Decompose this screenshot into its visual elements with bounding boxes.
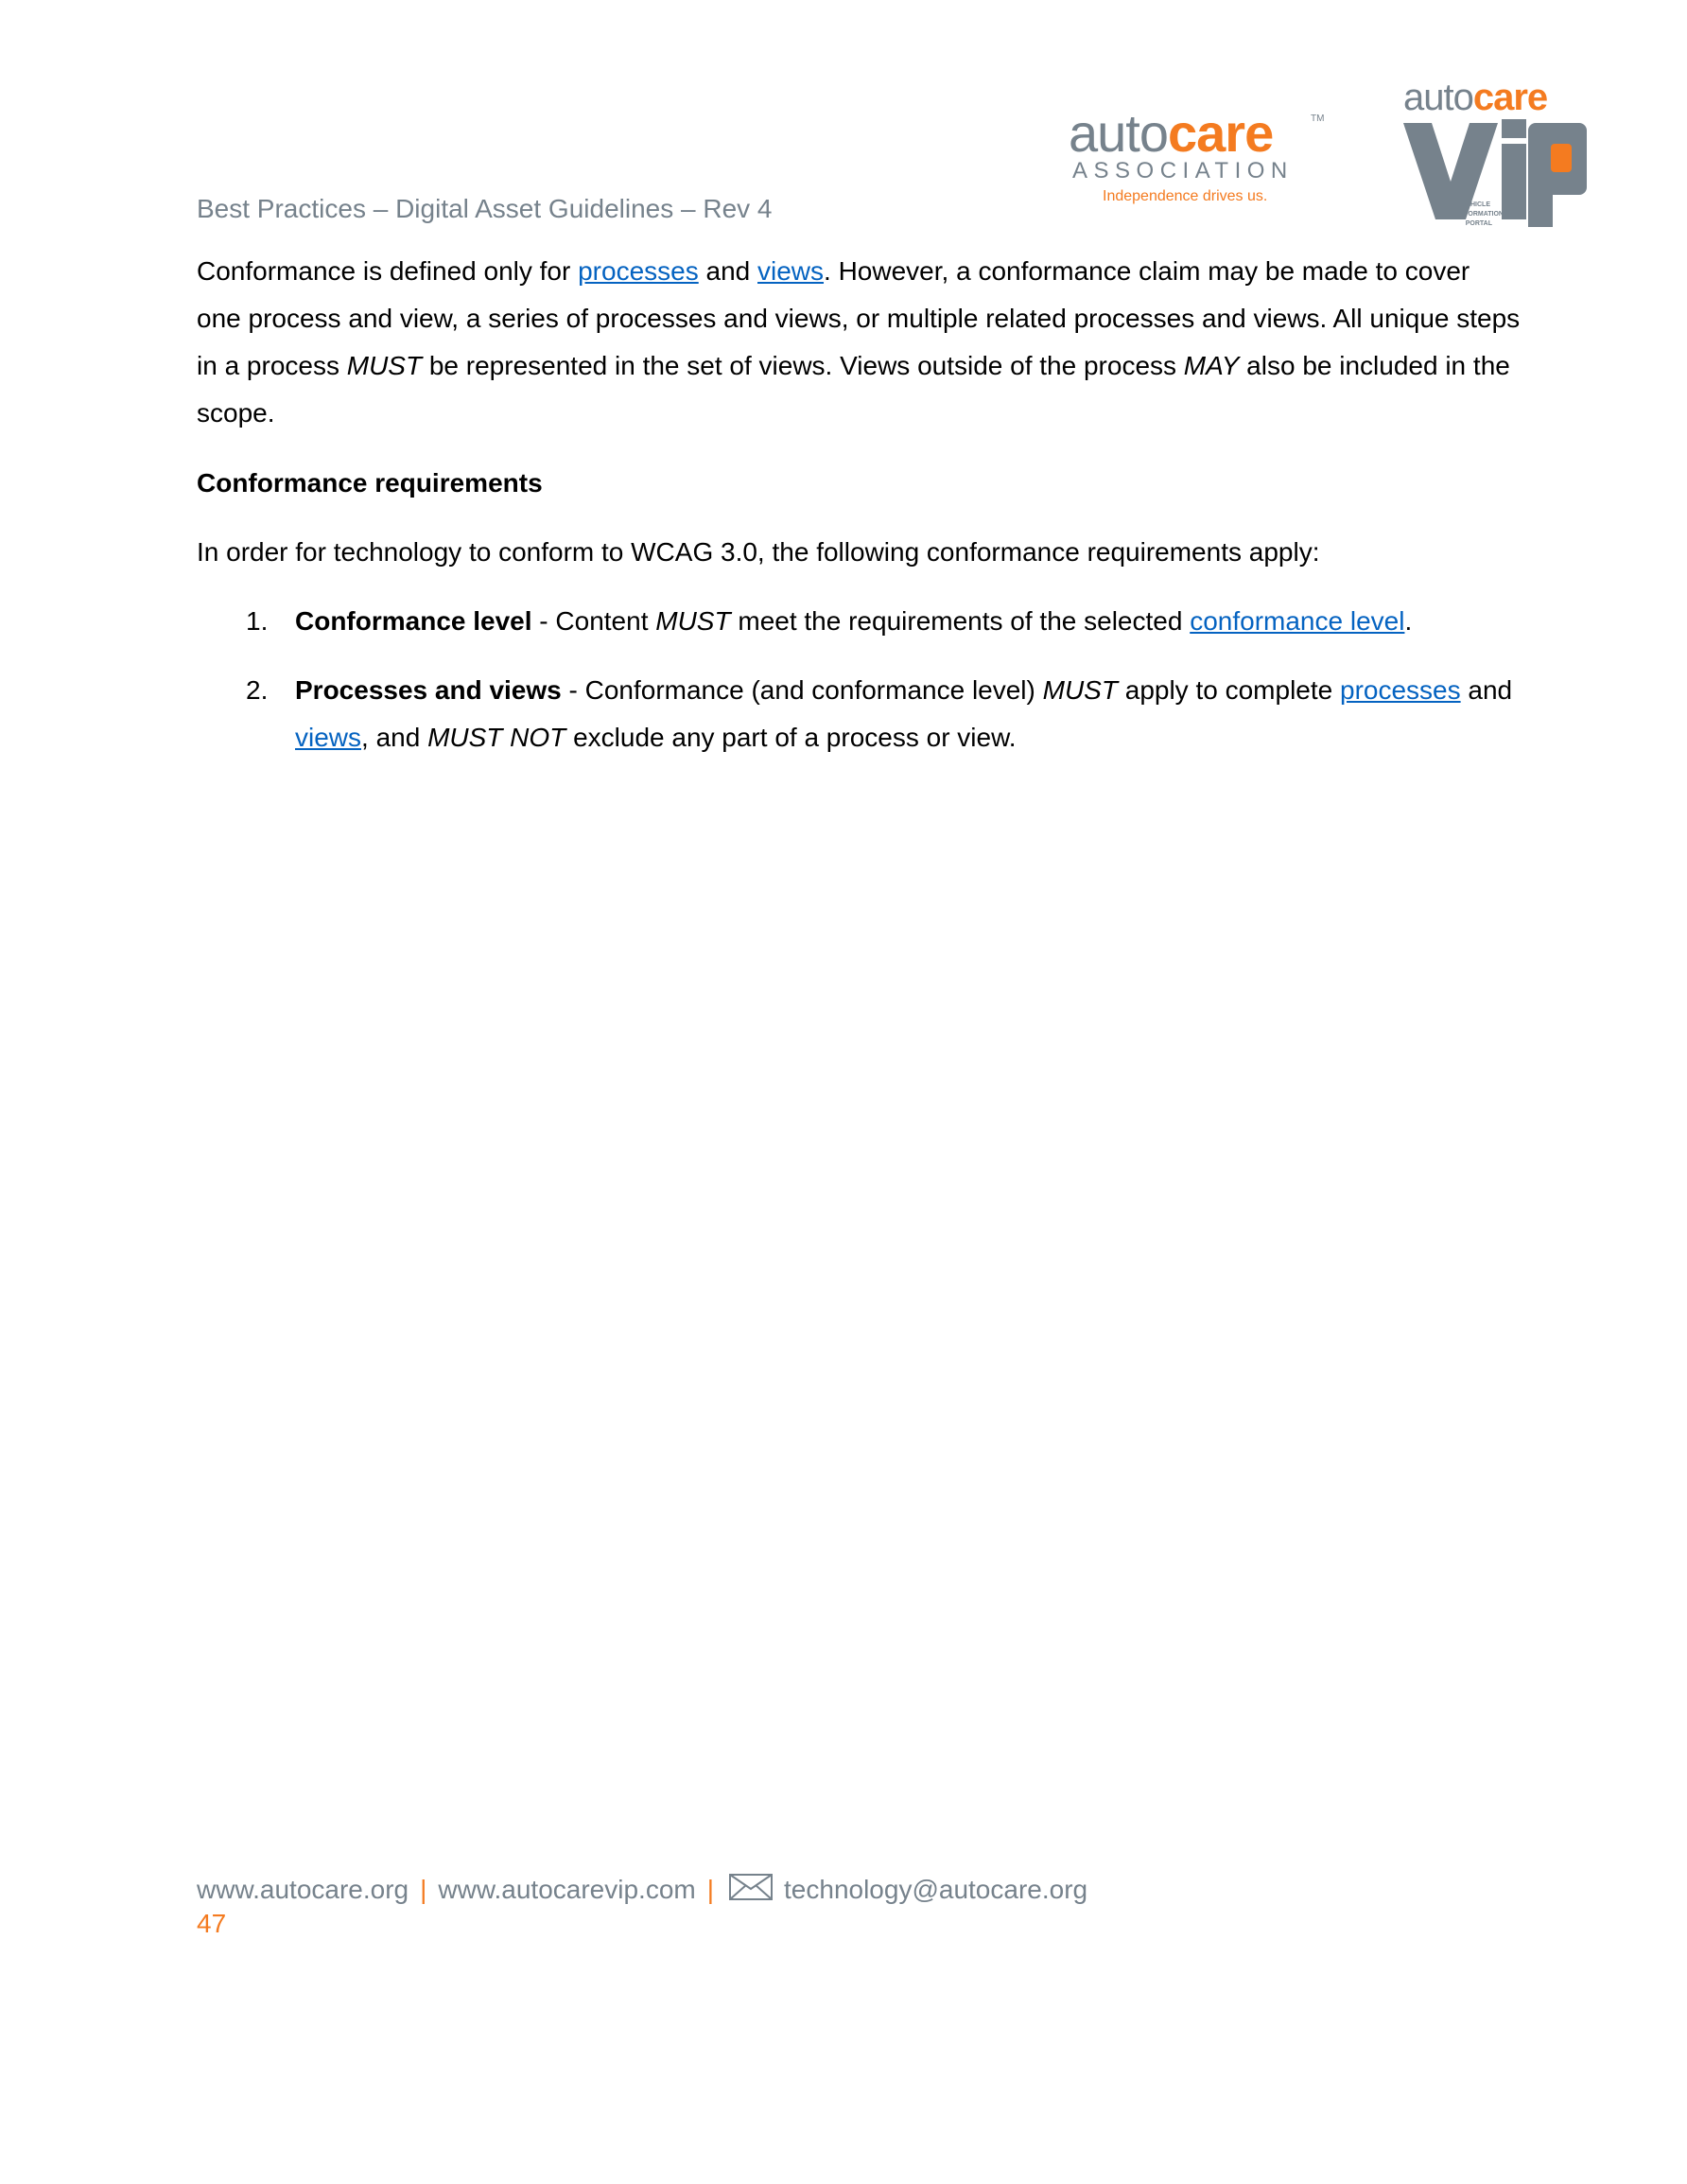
autocare-vip-logo [1400, 79, 1592, 233]
footer-separator: | [420, 1875, 427, 1904]
footer-email[interactable]: technology@autocare.org [784, 1875, 1088, 1904]
svg-text:autocare [1069, 103, 1273, 163]
document-header-title: Best Practices – Digital Asset Guidelines – Rev 4 [197, 194, 773, 223]
vip-caption-2: INFORMATION [1457, 211, 1504, 218]
processes-link[interactable]: processes [1340, 675, 1461, 705]
vip-word-care: care [1472, 79, 1548, 118]
document-body [197, 248, 1521, 783]
footer-website-autocare[interactable]: www.autocare.org [197, 1875, 409, 1904]
views-link[interactable]: views [757, 256, 825, 286]
autocare-association-logo [1067, 102, 1331, 208]
logo-subtitle: ASSOCIATION [1072, 158, 1294, 183]
logo-word-auto: auto [1069, 103, 1168, 163]
requirement-title: Processes and views [295, 675, 562, 705]
logo-tagline: Independence drives us. [1103, 188, 1268, 204]
vip-big-mark-text [1500, 135, 1501, 136]
processes-link[interactable]: processes [578, 256, 699, 286]
list-item-number: 1. [246, 606, 269, 636]
svg-text:autocare [1403, 79, 1547, 118]
views-link[interactable]: views [295, 723, 362, 752]
page-footer [197, 1873, 1087, 1909]
requirement-title: Conformance level [295, 606, 532, 636]
section-heading: Conformance requirements [197, 468, 543, 498]
logo-word-care: care [1168, 103, 1274, 163]
list-item-number: 2. [246, 675, 269, 705]
conformance-definition-paragraph: Conformance is defined only for processes and views. However, a conformance claim may be made to cover one process and view, a series of processes and views, or multiple related processes and views. All unique steps in a process MUST be represented in the set of views. Views outside of the process MAY also be included in the scope. [197, 256, 1521, 428]
footer-separator: | [706, 1875, 715, 1904]
footer-website-autocarevip[interactable]: www.autocarevip.com [438, 1875, 696, 1904]
intro-paragraph: In order for technology to conform to WCAG 3.0, the following conformance requirements apply: [197, 537, 1320, 567]
envelope-icon [729, 1874, 773, 1909]
vip-caption-1: VEHICLE [1461, 201, 1490, 208]
list-item: 2. Processes and views - Conformance (and conformance level) MUST apply to complete processes and views, and MUST NOT exclude any part of a process or view. [197, 667, 1521, 761]
page-number: 47 [197, 1909, 227, 1938]
list-item: 1. Conformance level - Content MUST meet the requirements of the selected conformance level. [197, 598, 1521, 645]
vip-caption-3: PORTAL [1465, 220, 1492, 227]
logo-trademark: TM [1311, 114, 1325, 124]
requirements-list [197, 598, 1521, 761]
vip-word-auto: auto [1403, 79, 1473, 118]
conformance-level-link[interactable]: conformance level [1190, 606, 1405, 636]
